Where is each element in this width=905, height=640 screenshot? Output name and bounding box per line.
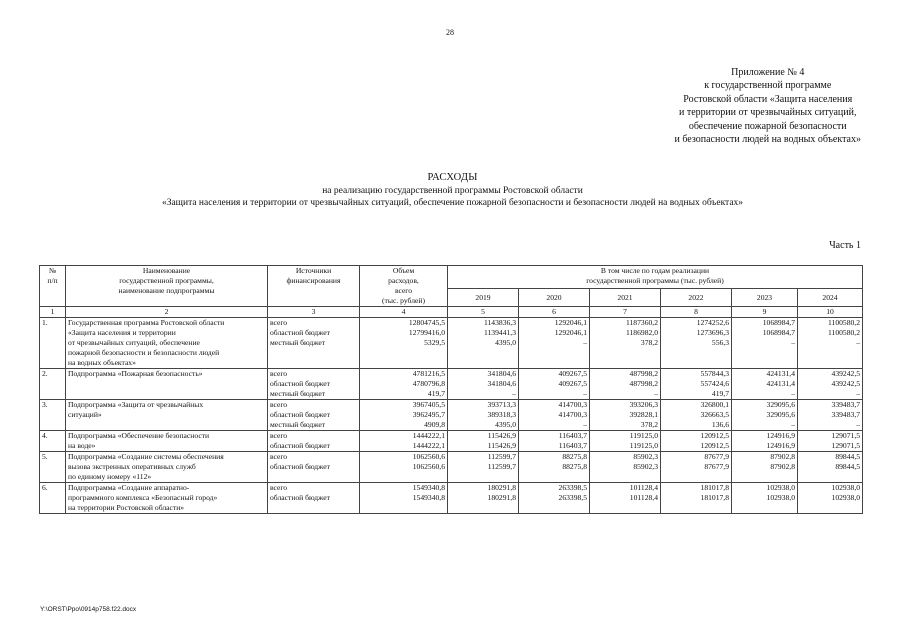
row-name: «Защита населения и территории (66, 328, 268, 338)
row-year-value (732, 358, 798, 369)
row-year-value: – (519, 389, 590, 400)
row-year-value: 1068984,7 (732, 318, 798, 329)
row-number (40, 379, 66, 389)
row-source (268, 503, 360, 514)
column-number: 2 (66, 307, 268, 318)
row-year-value: – (519, 420, 590, 431)
row-year-value (519, 348, 590, 358)
row-year-value: 102938,0 (798, 493, 863, 503)
table-row (40, 348, 863, 358)
table-row (40, 483, 863, 494)
header-num (40, 266, 66, 307)
row-year-value: 129071,5 (798, 441, 863, 452)
appendix-line: Приложение № 4 (731, 67, 805, 78)
column-number: 8 (661, 307, 732, 318)
row-year-value: 378,2 (590, 420, 661, 431)
row-name: пожарной безопасности и безопасности людей (66, 348, 268, 358)
row-year-value: – (732, 420, 798, 431)
row-year-value: 1100580,2 (798, 318, 863, 329)
row-year-value: 89844,5 (798, 462, 863, 472)
row-year-value: 424131,4 (732, 379, 798, 389)
row-year-value: 116403,7 (519, 431, 590, 442)
table-row (40, 369, 863, 380)
row-year-value: 329095,6 (732, 410, 798, 420)
row-year-value: 389318,3 (448, 410, 519, 420)
row-year-value: – (798, 389, 863, 400)
table-row (40, 472, 863, 483)
row-name: Подпрограмма «Пожарная безопасность» (66, 369, 268, 380)
row-year-value: 1139441,3 (448, 328, 519, 338)
row-number (40, 328, 66, 338)
column-number: 9 (732, 307, 798, 318)
row-year-value: 409267,5 (519, 379, 590, 389)
row-total: 12804745,5 (360, 318, 448, 329)
row-year-value: 1273696,3 (661, 328, 732, 338)
row-year-value: 414700,3 (519, 400, 590, 411)
row-year-value: 341804,6 (448, 369, 519, 380)
row-number (40, 420, 66, 431)
row-year-value (448, 472, 519, 483)
column-number: 6 (519, 307, 590, 318)
header-text: № (48, 266, 57, 275)
table-row (40, 493, 863, 503)
row-total (360, 358, 448, 369)
row-year-value: – (519, 338, 590, 348)
row-year-value (732, 348, 798, 358)
part-label: Часть 1 (829, 240, 861, 251)
row-source (268, 348, 360, 358)
row-year-value: 487998,2 (590, 369, 661, 380)
row-year-value: 87677,9 (661, 452, 732, 463)
row-name: по единому номеру «112» (66, 472, 268, 483)
appendix-line: и территории от чрезвычайных ситуаций, (679, 107, 857, 119)
row-year-value: 419,7 (661, 389, 732, 400)
row-year-value: 119125,0 (590, 431, 661, 442)
row-number (40, 348, 66, 358)
row-year-value: 102938,0 (732, 493, 798, 503)
header-text: расходов, (388, 276, 419, 285)
document-subtitle: «Защита населения и территории от чрезвычайных ситуаций, обеспечение пожарной безопасности и безопасности людей на водных объектах» (161, 198, 744, 208)
row-total: 4780796,8 (360, 379, 448, 389)
row-year-value (448, 358, 519, 369)
row-name: Подпрограмма «Создание системы обеспечения (66, 452, 268, 463)
appendix-line: к государственной программе (704, 80, 832, 92)
row-year-value: – (590, 389, 661, 400)
row-name (66, 420, 268, 431)
row-year-value (519, 503, 590, 514)
table-row (40, 431, 863, 442)
row-year-value (519, 472, 590, 483)
row-name: программного комплекса «Безопасный город» (66, 493, 268, 503)
row-year-value: 393713,3 (448, 400, 519, 411)
table-row (40, 462, 863, 472)
row-year-value (661, 358, 732, 369)
row-year-value: 378,2 (590, 338, 661, 348)
row-year-value: 339483,7 (798, 400, 863, 411)
row-name: вызова экстренных оперативных служб (66, 462, 268, 472)
row-source: местный бюджет (268, 389, 360, 400)
column-number: 5 (448, 307, 519, 318)
header-text: финансирования (286, 276, 341, 285)
row-year-value (590, 348, 661, 358)
row-number: 4. (40, 431, 66, 442)
row-total: 3967405,5 (360, 400, 448, 411)
row-source: всего (268, 483, 360, 494)
row-year-value: 115426,9 (448, 431, 519, 442)
row-year-value: 439242,5 (798, 369, 863, 380)
row-name: ситуаций» (66, 410, 268, 420)
row-year-value: 124916,9 (732, 431, 798, 442)
header-years-group (448, 266, 863, 289)
column-number: 1 (40, 307, 66, 318)
row-source: областной бюджет (268, 493, 360, 503)
row-source: областной бюджет (268, 379, 360, 389)
table-row (40, 328, 863, 338)
appendix-line: обеспечение пожарной безопасности (688, 120, 847, 132)
row-name: на воде» (66, 441, 268, 452)
header-text: наименование подпрограммы (118, 286, 215, 295)
row-source: всего (268, 369, 360, 380)
row-number: 1. (40, 318, 66, 329)
row-name (66, 389, 268, 400)
column-number: 3 (268, 307, 360, 318)
row-year-value: 88275,8 (519, 462, 590, 472)
table-row (40, 338, 863, 348)
row-year-value: 1068984,7 (732, 328, 798, 338)
row-source: всего (268, 318, 360, 329)
header-year: 2023 (732, 289, 798, 307)
row-year-value: 393206,3 (590, 400, 661, 411)
row-source: областной бюджет (268, 410, 360, 420)
row-year-value: – (732, 389, 798, 400)
row-year-value: – (798, 420, 863, 431)
row-year-value: 263398,5 (519, 483, 590, 494)
table-row (40, 400, 863, 411)
row-year-value (590, 358, 661, 369)
row-year-value: 1143836,3 (448, 318, 519, 329)
row-year-value: – (798, 338, 863, 348)
row-year-value: 339483,7 (798, 410, 863, 420)
row-year-value: 181017,8 (661, 493, 732, 503)
header-year: 2019 (448, 289, 519, 307)
header-text: Наименование (142, 266, 191, 275)
row-total (360, 472, 448, 483)
row-name: от чрезвычайных ситуаций, обеспечение (66, 338, 268, 348)
expenses-table (39, 265, 863, 514)
header-year: 2020 (519, 289, 590, 307)
row-total: 12799416,0 (360, 328, 448, 338)
header-source (268, 266, 360, 307)
row-number (40, 410, 66, 420)
row-number: 3. (40, 400, 66, 411)
row-year-value (448, 348, 519, 358)
table-row (40, 452, 863, 463)
row-year-value: 392828,1 (590, 410, 661, 420)
table-row (40, 420, 863, 431)
row-total: 1444222,1 (360, 431, 448, 442)
header-text: Объем (392, 266, 415, 275)
row-source: областной бюджет (268, 462, 360, 472)
row-year-value: 1186982,0 (590, 328, 661, 338)
row-year-value: 101128,4 (590, 493, 661, 503)
row-total: 4909,8 (360, 420, 448, 431)
row-total: 1549340,8 (360, 483, 448, 494)
row-number: 6. (40, 483, 66, 494)
row-year-value: 87902,8 (732, 462, 798, 472)
header-text: Источники (295, 266, 332, 275)
row-year-value: 341804,6 (448, 379, 519, 389)
row-source: областной бюджет (268, 328, 360, 338)
row-year-value (798, 358, 863, 369)
table-row (40, 410, 863, 420)
document-title-block (0, 172, 905, 210)
row-year-value: 120912,5 (661, 441, 732, 452)
column-number: 4 (360, 307, 448, 318)
row-year-value: 129071,5 (798, 431, 863, 442)
row-year-value: 424131,4 (732, 369, 798, 380)
row-year-value: 112599,7 (448, 462, 519, 472)
appendix-header (675, 66, 862, 146)
row-year-value (590, 503, 661, 514)
table-row (40, 503, 863, 514)
row-year-value: 409267,5 (519, 369, 590, 380)
row-year-value: 263398,5 (519, 493, 590, 503)
row-number (40, 358, 66, 369)
row-source (268, 358, 360, 369)
row-year-value: 180291,8 (448, 493, 519, 503)
row-total: 5329,5 (360, 338, 448, 348)
row-year-value: 4395,0 (448, 420, 519, 431)
row-year-value: 181017,8 (661, 483, 732, 494)
row-year-value: 1100580,2 (798, 328, 863, 338)
row-year-value: 326663,5 (661, 410, 732, 420)
header-volume (360, 266, 448, 307)
row-name (66, 379, 268, 389)
row-source: всего (268, 400, 360, 411)
row-year-value: 89844,5 (798, 452, 863, 463)
row-number (40, 389, 66, 400)
row-year-value: 1187360,2 (590, 318, 661, 329)
row-year-value: 1274252,6 (661, 318, 732, 329)
row-number (40, 472, 66, 483)
row-number (40, 493, 66, 503)
row-year-value: 119125,0 (590, 441, 661, 452)
row-number (40, 441, 66, 452)
row-total: 4781216,5 (360, 369, 448, 380)
row-year-value: 124916,9 (732, 441, 798, 452)
row-year-value: 112599,7 (448, 452, 519, 463)
row-name: на водных объектах» (66, 358, 268, 369)
row-year-value: 85902,3 (590, 462, 661, 472)
row-year-value: – (732, 338, 798, 348)
row-year-value: 4395,0 (448, 338, 519, 348)
header-year: 2024 (798, 289, 863, 307)
row-total: 1444222,1 (360, 441, 448, 452)
appendix-line: Ростовской области «Защита населения (683, 93, 853, 105)
column-numbers-row (40, 307, 863, 318)
row-year-value: 1292046,1 (519, 318, 590, 329)
file-path-footer: Y:\ORST\Ppo\0914p758.f22.docx (40, 606, 137, 613)
row-year-value (661, 348, 732, 358)
column-number: 10 (798, 307, 863, 318)
row-year-value: 1292046,1 (519, 328, 590, 338)
row-year-value (798, 503, 863, 514)
header-year: 2022 (661, 289, 732, 307)
row-year-value: 326800,1 (661, 400, 732, 411)
row-total (360, 348, 448, 358)
header-text: государственной программы, (119, 276, 214, 285)
row-year-value: – (448, 389, 519, 400)
row-year-value (519, 358, 590, 369)
row-year-value: 85902,3 (590, 452, 661, 463)
row-year-value: 101128,4 (590, 483, 661, 494)
row-year-value (661, 472, 732, 483)
row-number (40, 503, 66, 514)
header-year: 2021 (590, 289, 661, 307)
row-name: на территории Ростовской области» (66, 503, 268, 514)
appendix-line: и безопасности людей на водных объектах» (674, 134, 861, 146)
row-year-value (732, 472, 798, 483)
row-name: Подпрограмма «Создание аппаратно- (66, 483, 268, 494)
row-total: 1549340,8 (360, 493, 448, 503)
row-source (268, 472, 360, 483)
row-year-value (590, 472, 661, 483)
row-source: местный бюджет (268, 338, 360, 348)
document-subtitle: на реализацию государственной программы Ростовской области (322, 185, 583, 196)
document-title: РАСХОДЫ (427, 172, 478, 183)
header-text: п/п (47, 276, 58, 285)
column-number: 7 (590, 307, 661, 318)
row-year-value (448, 503, 519, 514)
row-year-value: 180291,8 (448, 483, 519, 494)
header-text: всего (394, 286, 413, 295)
table-row (40, 379, 863, 389)
row-name: Государственная программа Ростовской области (66, 318, 268, 329)
header-text: государственной программы (тыс. рублей) (586, 276, 724, 285)
row-year-value: 414700,3 (519, 410, 590, 420)
header-text: В том числе по годам реализации (600, 266, 710, 275)
row-year-value: 556,3 (661, 338, 732, 348)
table-row (40, 318, 863, 329)
row-total: 1062560,6 (360, 462, 448, 472)
row-source: местный бюджет (268, 420, 360, 431)
row-year-value: 102938,0 (798, 483, 863, 494)
row-name: Подпрограмма «Обеспечение безопасности (66, 431, 268, 442)
row-year-value: 87902,8 (732, 452, 798, 463)
row-total: 3962495,7 (360, 410, 448, 420)
row-year-value: 439242,5 (798, 379, 863, 389)
row-year-value (798, 472, 863, 483)
row-number (40, 338, 66, 348)
header-name (66, 266, 268, 307)
row-year-value (798, 348, 863, 358)
row-total (360, 503, 448, 514)
header-text: (тыс. рублей) (382, 296, 425, 305)
row-year-value: 557424,6 (661, 379, 732, 389)
row-year-value: 120912,5 (661, 431, 732, 442)
row-year-value: 102938,0 (732, 483, 798, 494)
table-row (40, 389, 863, 400)
table-row (40, 441, 863, 452)
row-number: 2. (40, 369, 66, 380)
row-source: всего (268, 431, 360, 442)
row-year-value: 329095,6 (732, 400, 798, 411)
row-year-value: 136,6 (661, 420, 732, 431)
row-year-value (732, 503, 798, 514)
row-number: 5. (40, 452, 66, 463)
row-year-value: 557844,3 (661, 369, 732, 380)
row-year-value: 116403,7 (519, 441, 590, 452)
row-source: всего (268, 452, 360, 463)
row-number (40, 462, 66, 472)
row-name: Подпрограмма «Защита от чрезвычайных (66, 400, 268, 411)
row-year-value: 88275,8 (519, 452, 590, 463)
row-total: 1062560,6 (360, 452, 448, 463)
table-body (40, 266, 863, 514)
row-year-value (661, 503, 732, 514)
row-total: 419,7 (360, 389, 448, 400)
page-number: 28 (446, 28, 454, 37)
row-source: областной бюджет (268, 441, 360, 452)
row-year-value: 487998,2 (590, 379, 661, 389)
row-year-value: 115426,9 (448, 441, 519, 452)
table-row (40, 358, 863, 369)
row-year-value: 87677,9 (661, 462, 732, 472)
